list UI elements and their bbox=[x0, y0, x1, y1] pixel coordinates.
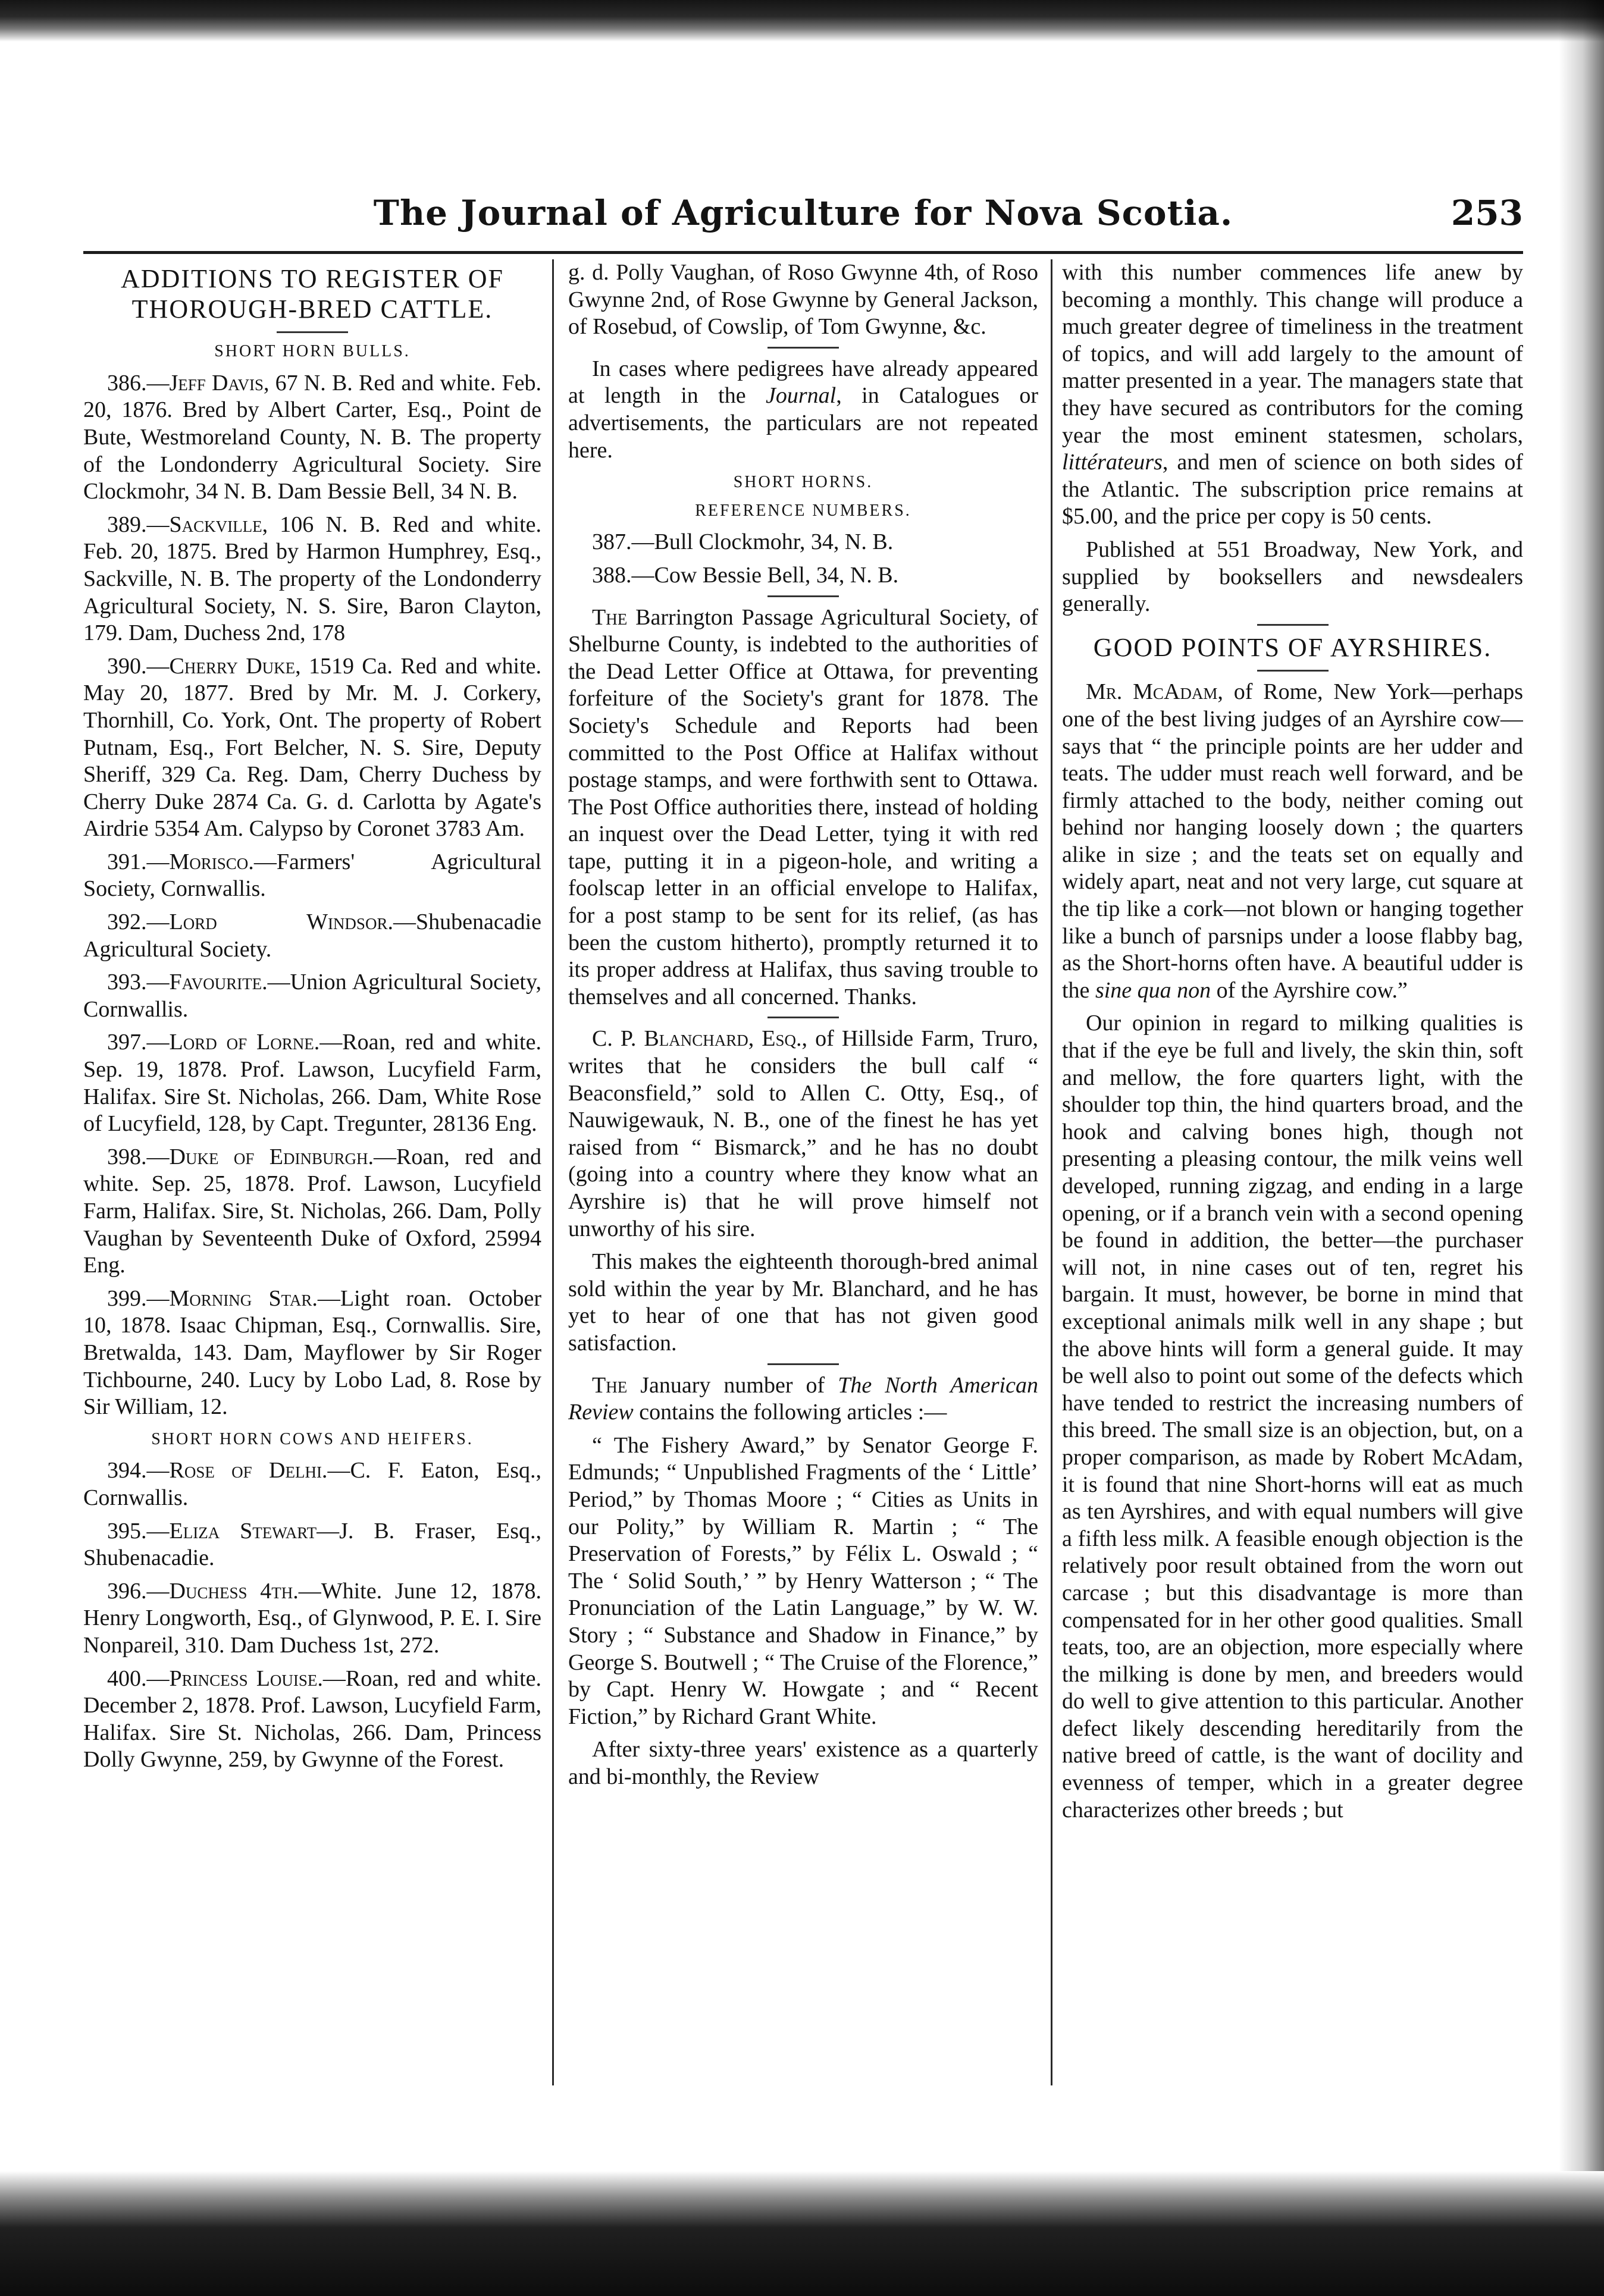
paragraph: The Barrington Passage Agricultural Society, of Shelburne County, is indebted to the authorities of the Dead Letter Office at Ottawa, for preventing forfeiture of the Society's grant for 1878. The Society's Schedule and Reports had been committed to the Post Office at Halifax without postage stamps, and were forthwith sent to Ottawa. The Post Office authorities there, instead of holding an inquest over the Dead Letter, tying it with red tape, putting it in a pigeon-hole, and writing a foolscap letter in an official envelope to Halifax, for a post stamp to be sent for its relief, (as has been the custom hitherto), promptly returned it to its proper address at Halifax, thus saving trouble to themselves and all concerned. Thanks. bbox=[568, 604, 1038, 1009]
subheading-reference-numbers: REFERENCE NUMBERS. bbox=[695, 501, 911, 520]
page-number: 253 bbox=[1451, 193, 1523, 233]
entry-body: —C. F. Eaton, Esq., Cornwallis. bbox=[83, 1458, 541, 1510]
entry-heading: 394.—Rose of Delhi. bbox=[107, 1458, 328, 1483]
bull-entries bbox=[83, 370, 541, 1421]
entry-heading: 397.—Lord of Lorne. bbox=[107, 1030, 320, 1055]
column-3 bbox=[1062, 259, 1523, 2121]
paragraph: This makes the eighteenth thorough-bred animal sold within the year by Mr. Blanchard, and he has yet to hear of one that has not given good satisfaction. bbox=[568, 1249, 1038, 1356]
journal-title: The Journal of Agriculture for Nova Scotia. bbox=[373, 193, 1233, 233]
title-dash bbox=[1257, 670, 1329, 672]
entry-heading: 399.—Morning Star. bbox=[107, 1285, 318, 1311]
entry-heading: 389.—Sackville, bbox=[107, 512, 268, 537]
paragraph: Mr. McAdam, of Rome, New York—perhaps one of the best living judges of an Ayrshire cow—says that “ the principle points are her udder and teats. The udder must reach well forward, and be firmly attached to the body, neither coming out behind nor hanging loosely down ; the quarters alike in size ; and the teats set on equally and widely apart, neat and not very large, cut square at the tip like a cork—not blown or hanging together like a bunch of parsnips under a loose flabby bag, as the Short-horns often have. A beautiful udder is the sine qua non of the Ayrshire cow.” bbox=[1062, 679, 1523, 1003]
entry-heading: 390.—Cherry Duke, bbox=[107, 653, 301, 679]
subheading-bulls: SHORT HORN BULLS. bbox=[214, 342, 411, 361]
section-title-register: ADDITIONS TO REGISTER OF THOROUGH-BRED CATTLE. bbox=[120, 264, 505, 324]
register-entry bbox=[83, 370, 541, 506]
register-entry bbox=[83, 1144, 541, 1279]
entry-body: —Shubenacadie Agricultural Society. bbox=[83, 909, 541, 962]
separator-dash bbox=[767, 1017, 839, 1018]
register-entry bbox=[83, 969, 541, 1023]
entry-body: 67 N. B. Red and white. Feb. 20, 1876. Bred by Albert Carter, Esq., Point de Bute, Westmoreland County, N. B. The property of the Londonderry Agricultural Society. Sire Clockmohr, 34 N. B. Dam Bessie Bell, 34 N. B. bbox=[83, 370, 541, 504]
title-dash bbox=[277, 331, 348, 333]
section-title-ayrshires: GOOD POINTS OF AYRSHIRES. bbox=[1093, 632, 1492, 662]
entry-heading: 393.—Favourite. bbox=[107, 970, 268, 995]
column-divider bbox=[1051, 259, 1052, 2085]
entry-heading: 386.—Jeff Davis, bbox=[107, 370, 270, 396]
register-entry bbox=[83, 1457, 541, 1511]
subheading-cows: SHORT HORN COWS AND HEIFERS. bbox=[151, 1429, 474, 1448]
column-2 bbox=[568, 259, 1038, 2121]
entry-heading: 395.—Eliza Stewart bbox=[107, 1518, 317, 1544]
paragraph: The January number of The North American Review contains the following articles :— bbox=[568, 1372, 1038, 1425]
paragraph: C. P. Blanchard, Esq., of Hillside Farm, Truro, writes that he considers the bull calf “ Beaconsfield,” sold to Allen C. Otty, Esq., of Nauwigewauk, N. B., one of the finest he has yet raised from “ Bismarck,” and he has no doubt (going into a country where they know what an Ayrshire is) that he will prove himself not unworthy of his sire. bbox=[568, 1026, 1038, 1241]
paragraph: Published at 551 Broadway, New York, and supplied by booksellers and newsdealers generally. bbox=[1062, 537, 1523, 617]
cow-entries bbox=[83, 1457, 541, 1774]
separator-dash bbox=[767, 1363, 839, 1365]
register-entry bbox=[83, 1578, 541, 1660]
register-entry bbox=[83, 653, 541, 843]
reference-entry: 388.—Cow Bessie Bell, 34, N. B. bbox=[592, 562, 899, 588]
scan-border-bottom bbox=[0, 2171, 1604, 2296]
separator-dash bbox=[767, 347, 839, 349]
register-entry bbox=[83, 1029, 541, 1137]
entry-body: —Roan, red and white. December 2, 1878. Prof. Lawson, Lucyfield Farm, Halifax. Sire St. Nicholas, 266. Dam, Princess Dolly Gwynne, 259, by Gwynne of the Forest. bbox=[83, 1665, 541, 1773]
entry-heading: 391.—Morisco. bbox=[107, 849, 254, 874]
entry-body: —Union Agricultural Society, Cornwallis. bbox=[83, 970, 541, 1022]
column-1 bbox=[83, 259, 541, 2121]
register-entry bbox=[83, 1665, 541, 1774]
column-divider bbox=[552, 259, 554, 2085]
separator-dash bbox=[1257, 624, 1329, 626]
paragraph: Our opinion in regard to milking qualities is that if the eye be full and lively, the skin thin, soft and mellow, the fore quarters light, with the shoulder top thin, the hind quarters broad, and the hook and calving bones high, though not presenting a pleasing contour, the milk veins well developed, running zigzag, and ending in a large opening, or if a branch vein with a second opening be found in addition, the better—the purchaser will not, in nine cases out of ten, regret his bargain. It must, however, be borne in mind that exceptional animals milk well in any shape ; but the above hints will form a general guide. It may be well also to point out some of the defects which have tended to restrict the increasing numbers of this breed. The small size is an objection, but, on a proper comparison, as made by Robert McAdam, it is found that nine Short-horns will eat as much as ten Ayrshires, and with equal numbers will give a fifth less milk. A feasible enough objection is the relatively poor result obtained from the worn out carcase ; but this disadvantage is more than compensated for in her other good qualities. Small teats, too, are an objection, more especially where the milking is done by men, and breeders would do well to give attention to this particular. Another defect likely descending hereditarily from the native breed of cattle, is the want of docility and evenness of temper, which in a greater degree characterizes other breeds ; but bbox=[1062, 1011, 1523, 1823]
entry-body: —Farmers' Agricultural Society, Cornwallis. bbox=[83, 849, 541, 902]
paragraph: In cases where pedigrees have already appeared at length in the Journal, in Catalogues or advertisements, the particulars are not repeated here. bbox=[568, 356, 1038, 463]
page-header bbox=[83, 189, 1523, 249]
register-entry bbox=[83, 849, 541, 903]
separator-dash bbox=[767, 595, 839, 597]
entry-heading: 396.—Duchess 4th. bbox=[107, 1578, 299, 1604]
entry-body: —Roan, red and white. Sep. 25, 1878. Prof. Lawson, Lucyfield Farm, Halifax. Sire, St. Nicholas, 266. Dam, Polly Vaughan by Seventeenth Duke of Oxford, 25994 Eng. bbox=[83, 1144, 541, 1278]
subheading-short-horns: SHORT HORNS. bbox=[733, 473, 873, 492]
entry-body: —J. B. Fraser, Esq., Shubenacadie. bbox=[83, 1518, 541, 1571]
paragraph: After sixty-three years' existence as a quarterly and bi-monthly, the Review bbox=[568, 1737, 1038, 1789]
scan-border-top bbox=[0, 0, 1604, 42]
header-rule bbox=[83, 251, 1523, 254]
scan-border-right bbox=[1559, 0, 1604, 2296]
entry-body: —White. June 12, 1878. Henry Longworth, Esq., of Glynwood, P. E. I. Sire Nonpareil, 310. Dam Duchess 1st, 272. bbox=[83, 1578, 541, 1658]
register-entry bbox=[83, 909, 541, 963]
entry-body: —Light roan. October 10, 1878. Isaac Chipman, Esq., Cornwallis. Sire, Bretwalda, 143. Dam, Mayflower by Sir Roger Tichbourne, 240. Lucy by Lobo Lad, 8. Rose by Sir William, 12. bbox=[83, 1285, 541, 1420]
paragraph: with this number commences life anew by becoming a monthly. This change will produce a much greater degree of timeliness in the treatment of topics, and will add largely to the amount of matter presented in a year. The managers state that they have secured as contributors for the coming year the most eminent statesmen, scholars, littérateurs, and men of science on both sides of the Atlantic. The subscription price remains at $5.00, and the price per copy is 50 cents. bbox=[1062, 260, 1523, 529]
register-entry bbox=[83, 1285, 541, 1421]
register-entry bbox=[83, 1518, 541, 1572]
reference-entry: 387.—Bull Clockmohr, 34, N. B. bbox=[592, 529, 894, 555]
entry-body: 1519 Ca. Red and white. May 20, 1877. Bred by Mr. M. J. Corkery, Thornhill, Co. York, Ont. The property of Robert Putnam, Esq., Fort Belcher, N. S. Sire, Deputy Sheriff, 329 Ca. Reg. Dam, Cherry Duchess by Cherry Duke 2874 Ca. G. d. Carlotta by Agate's Airdrie 5354 Am. Calypso by Coronet 3783 Am. bbox=[83, 653, 541, 842]
entry-body: —Roan, red and white. Sep. 19, 1878. Prof. Lawson, Lucyfield Farm, Halifax. Sire St. Nicholas, 266. Dam, White Rose of Lucyfield, 128, by Capt. Tregunter, 28136 Eng. bbox=[83, 1030, 541, 1137]
register-entry bbox=[83, 512, 541, 647]
entry-heading: 400.—Princess Louise. bbox=[107, 1665, 323, 1691]
entry-heading: 392.—Lord Windsor. bbox=[107, 909, 393, 935]
paragraph: “ The Fishery Award,” by Senator George F. Edmunds; “ Unpublished Fragments of the ‘ Little’ Period,” by Thomas Moore ; “ Cities as Units in our Polity,” by William R. Martin ; “ The Preservation of Forests,” by Félix L. Oswald ; “ The ‘ Solid South,’ ” by Henry Watterson ; “ The Pronunciation of the Latin Language,” by W. W. Story ; “ Substance and Shadow in Finance,” by George S. Boutwell ; “ The Cruise of the Florence,” by Capt. Henry W. Howgate ; and “ Recent Fiction,” by Richard Grant White. bbox=[568, 1432, 1038, 1729]
paragraph: g. d. Polly Vaughan, of Roso Gwynne 4th, of Roso Gwynne 2nd, of Rose Gwynne by General Jackson, of Rosebud, of Cowslip, of Tom Gwynne, &c. bbox=[568, 260, 1038, 340]
entry-body: 106 N. B. Red and white. Feb. 20, 1875. Bred by Harmon Humphrey, Esq., Sackville, N. B. The property of the Londonderry Agricultural Society, N. S. Sire, Baron Clayton, 179. Dam, Duchess 2nd, 178 bbox=[83, 512, 541, 646]
entry-heading: 398.—Duke of Edinburgh. bbox=[107, 1144, 374, 1169]
